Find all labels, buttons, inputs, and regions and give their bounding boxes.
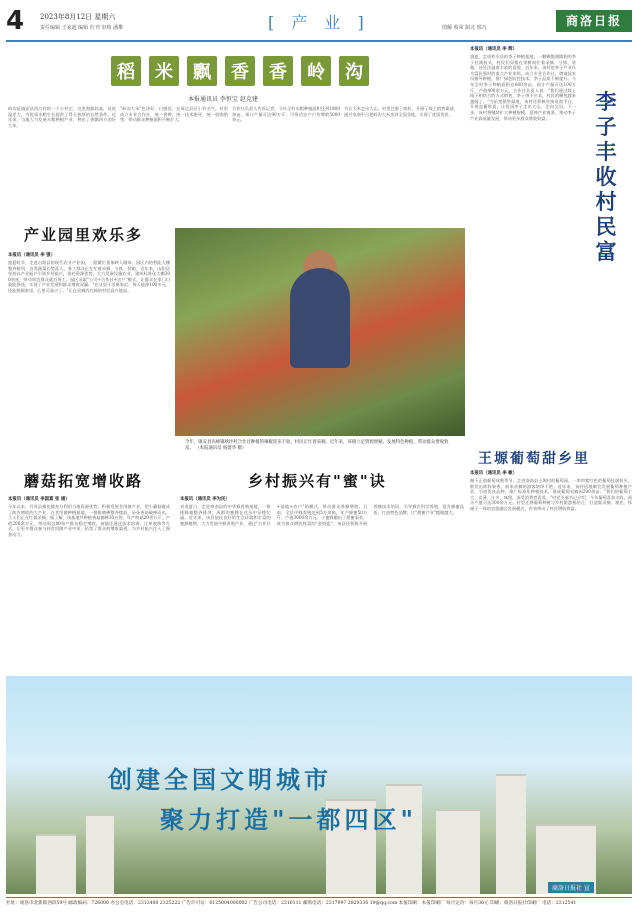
vertical-headline-char: 丰 xyxy=(595,140,617,164)
vertical-headline-char: 收 xyxy=(595,165,617,189)
article-5-body: 眼下正值葡萄成熟季节，走进洛南县王塬村的葡萄园，一串串紫红色的葡萄挂满枝头，散发出阵阵果香，前来采摘的游客络绎不绝。近年来，该村因地制宜发展葡萄种植产业，引进优良品种，推广标准化种植技术，建成葡萄采摘园200余亩。"我们的葡萄个大、皮薄、汁多、味甜，深受消费者喜爱。"村党支部书记介绍，今年葡萄喜获丰收，预计产值可达300余万元。村里还将葡萄种植与乡村旅游相结合，打造集采摘、观光、休闲于一体的农旅融合发展模式，有效带动了村民增收致富。 xyxy=(470,478,632,511)
article-2-byline: 本报讯（通讯员 李国富 张 涵） xyxy=(8,497,70,502)
poster-slogan-2: 聚力打造"一都四区" xyxy=(160,805,418,834)
photo-caption-text: 今年，镇安县高峰镇秋坪村合作社种植的辣椒迎来丰收，村民正忙着采摘。近年来，该镇立足资源禀赋，发展特色种植，带动群众增收致富。 xyxy=(185,440,449,451)
building-shape xyxy=(86,814,114,894)
lead-body-col-3: 合作社负责人告诉记者，今年全村水稻种植面积达到1800余亩，预计产量可达90万斤，可带动农户户均增收5000余元。 xyxy=(232,106,340,123)
banner-char: 岭 xyxy=(301,56,331,86)
article-3-body: 炎炎夏日，走进商南县的中华蜂养殖基地，一排排蜂箱整齐排列，成群的蜜蜂在花丛中穿梭忙碌。近年来，该县依托良好的生态环境和丰富的蜜源植物，大力发展中蜂养殖产业，通过"合作社+基地+农户"的模式，带动群众养蜂增收。目前，全县中蜂养殖达到5万余箱，年产蜂蜜50万斤，产值3000余万元。小蜜蜂酿出了甜蜜事业，成为群众增收致富的"金钥匙"。该县还积极开展养蜂技术培训，引导蜂农科学养殖，提升蜂蜜品质，打造特色品牌，让"甜蜜产业"越做越大。 xyxy=(180,504,464,526)
lead-byline: 本报通讯员 李恒宝 赵克建 xyxy=(188,96,258,103)
vertical-headline-char: 子 xyxy=(595,115,617,139)
banner-char: 沟 xyxy=(339,56,369,86)
vertical-headline-char: 富 xyxy=(595,240,617,264)
photo-credit: （本报通讯员 杨建华 摄） xyxy=(195,446,247,451)
masthead-rule xyxy=(6,40,632,42)
article-4-headline-vertical xyxy=(588,90,624,265)
building-shape xyxy=(496,774,526,894)
editor-credits: 图解 蔡荣 制北 邢凡 xyxy=(442,25,487,31)
footer-info: 社址：商洛市北新街西段59号 邮政编码：726000 办公室电话：2313480 2325222 广告许可证：6125004000002 广告公司电话：2316111 邮购电话：2317997 2829336 19@qq.com 本报印刷：本报印刷厂 每月定价：每月36元 印刷：商洛日报社印刷厂 电话：2312541 xyxy=(6,901,577,906)
article-2-body: 今年以来，丹凤县棣花镇充分利用当地资源优势，积极发展食用菌产业，把小蘑菇做成了助农增收的大产业。在食用菌种植基地，一排排菌棒整齐摆放，朵朵香菇破棒而出，工人们正在忙着采摘。据了解，该基地共种植香菇菌棒30万袋，年产鲜菇20余万斤，产值200余万元，带动周边80余户群众稳定增收。该镇还通过技术培训、订单收购等方式，让更多群众参与到食用菌产业中来，拓宽了群众的增收渠道，为乡村振兴注入了强劲动力。 xyxy=(8,504,170,537)
pepper-harvest-photo xyxy=(175,228,465,436)
article-1-body: 盛夏时节，走进山阳县的现代农业产业园，一派繁忙景象映入眼帘。园区内的智能大棚整齐排列，各类蔬菜长势喜人，务工群众正在忙着采摘、分拣、装箱。近年来，山阳县坚持以产业振兴引领乡村振兴，依托资源优势，大力发展设施农业，建成标准化大棚300余座，带动周边群众就近务工。园区采取"公司+合作社+农户"模式，让群众在家门口就能挣钱，实现了产业发展和群众增收双赢。"在这里干活离家近，每天能挣100多元，还能照顾家里，心里可高兴了。"正在采摘西红柿的村民高兴地说。 xyxy=(8,260,170,293)
article-5-byline: 本报讯（通讯员 李 敏） xyxy=(470,471,517,476)
vertical-headline-char: 李 xyxy=(595,90,617,114)
vertical-headline-char: 村 xyxy=(595,190,617,214)
page-number: 4 xyxy=(6,6,25,36)
lead-body-col-2: "岭沟大米"色泽好、口感佳，在周边县区小有名气。村里成立专业合作社，统一供种、统一技术指导，统一收购销售，带动群众种植面积不断扩大。 xyxy=(120,106,228,123)
article-2-headline: 蘑菇拓宽增收路 xyxy=(24,472,144,490)
banner-char: 香 xyxy=(225,56,255,86)
issue-date: 2023年8月12日 星期六 xyxy=(40,13,116,21)
banner-char: 米 xyxy=(149,56,179,86)
article-3-byline: 本报讯（通讯员 李为民） xyxy=(180,497,230,502)
article-4-byline: 本报讯（通讯员 李 辉） xyxy=(470,47,517,52)
photo-caption xyxy=(185,440,455,452)
staff-credits: 责任编辑 王家超 编辑 杜刊 审核 潘攀 xyxy=(40,25,123,31)
lead-headline-banner xyxy=(20,56,460,90)
article-4-body: 盛夏，走进柞水县的李子种植基地，一颗颗饱满圆润的李子挂满枝头，村民们穿梭在果树间忙着采摘、分拣、装箱，处处洋溢着丰收的喜悦。近年来，该村把李子产业作为富民强村的重点产业来抓，成立专业合作社，聘请技术员指导种植，推广绿色防控技术，李子品质不断提升。今年全村李子种植面积达800余亩，预计产量可达100万斤，产值400余万元。合作社负责人说："我们通过线上线下相结合的方式销售，李子供不应求，村民的腰包越来越鼓了。"为拓宽销售渠道，该村还积极对接电商平台，开展直播带货，让优质李子走出大山，走向全国。下一步，该村将继续扩大种植规模，延伸产业链条，推动李子产业高质量发展，带动更多群众增收致富。 xyxy=(470,54,576,121)
building-shape xyxy=(36,834,76,894)
newspaper-logo: 商洛日报 xyxy=(556,10,632,32)
banner-char: 飘 xyxy=(187,56,217,86)
footer-rule xyxy=(6,897,632,898)
lead-body-col-4: 为让大米走出大山，村里注册了商标，开通了线上销售渠道，通过电商平台把岭沟大米卖到全国各地，实现了优质优价。 xyxy=(344,106,458,117)
article-3-headline: 乡村振兴有"蜜"诀 xyxy=(248,472,387,490)
farmer-figure xyxy=(290,268,350,368)
banner-char: 香 xyxy=(263,56,293,86)
poster-tag: 商洛日报社 宣 xyxy=(548,882,594,893)
vertical-headline-char: 民 xyxy=(595,215,617,239)
section-title: [ 产 业 ] xyxy=(268,13,370,32)
article-1-byline: 本报讯（通讯员 李 强） xyxy=(8,253,55,258)
poster-slogan-1: 创建全国文明城市 xyxy=(108,765,332,794)
article-5-headline: 王塬葡萄甜乡里 xyxy=(478,451,590,467)
lead-body-col-1: 岭沟是镇安县西口村的一个小村庄，这里海拔较高，昼夜温差大，为优质水稻生长提供了得天独厚的自然条件。近年来，当地大力发展水稻种植产业，种出了香飘四方的好大米。 xyxy=(8,106,116,128)
banner-char: 稻 xyxy=(111,56,141,86)
article-1-headline: 产业园里欢乐多 xyxy=(24,226,144,244)
building-shape xyxy=(436,809,480,894)
